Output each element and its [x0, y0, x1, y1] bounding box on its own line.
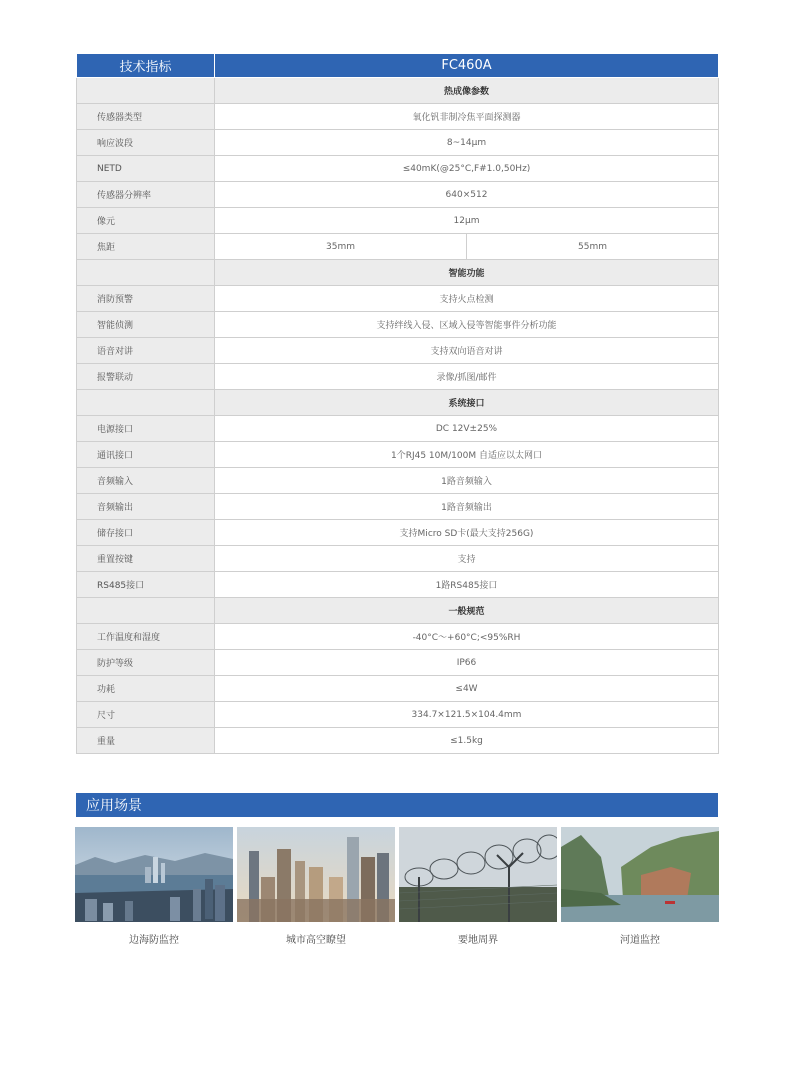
applications-title-bar: 应用场景	[76, 793, 718, 817]
row-value: 1个RJ45 10M/100M 自适应以太网口	[215, 442, 719, 468]
table-row	[77, 546, 719, 572]
table-row	[77, 130, 719, 156]
row-label: RS485接口	[77, 572, 215, 598]
row-value: 支持火点检测	[215, 286, 719, 312]
row-label: 传感器分辨率	[77, 182, 215, 208]
row-value: ≤1.5kg	[215, 728, 719, 754]
section-row	[77, 78, 719, 104]
section-row	[77, 390, 719, 416]
row-value: 12μm	[215, 208, 719, 234]
row-value: 支持	[215, 546, 719, 572]
table-row	[77, 650, 719, 676]
row-value: 氧化钒非制冷焦平面探测器	[215, 104, 719, 130]
row-label: 焦距	[77, 234, 215, 260]
scene-card	[75, 827, 233, 946]
section-row	[77, 260, 719, 286]
spec-header-row	[77, 54, 719, 78]
row-label: 报警联动	[77, 364, 215, 390]
row-label: 响应波段	[77, 130, 215, 156]
focal-length-value: 35mm	[326, 241, 355, 252]
row-value: 640×512	[215, 182, 719, 208]
scene-caption: 边海防监控	[129, 935, 179, 946]
row-label: 工作温度和湿度	[77, 624, 215, 650]
row-label: 功耗	[77, 676, 215, 702]
section-title: 智能功能	[215, 260, 719, 286]
table-row	[77, 364, 719, 390]
row-value: 1路RS485接口	[215, 572, 719, 598]
table-row	[77, 234, 719, 260]
row-value: 录像/抓图/邮件	[215, 364, 719, 390]
spec-header-model: FC460A	[215, 54, 719, 78]
row-label: 通讯接口	[77, 442, 215, 468]
row-value: 支持双向语音对讲	[215, 338, 719, 364]
row-label: 重量	[77, 728, 215, 754]
scene-card	[399, 827, 557, 946]
spec-table	[76, 53, 719, 754]
scene-image-perimeter-fence	[399, 827, 557, 922]
section-row	[77, 598, 719, 624]
row-value: 8~14μm	[215, 130, 719, 156]
row-value: IP66	[215, 650, 719, 676]
row-value: -40°C～+60°C;<95%RH	[215, 624, 719, 650]
table-row	[77, 312, 719, 338]
row-label: NETD	[77, 156, 215, 182]
row-value: 支持绊线入侵、区域入侵等智能事件分析功能	[215, 312, 719, 338]
scene-card	[561, 827, 719, 946]
row-value: DC 12V±25%	[215, 416, 719, 442]
row-label: 智能侦测	[77, 312, 215, 338]
scene-caption: 河道监控	[620, 935, 660, 946]
scene-caption: 城市高空瞭望	[286, 935, 346, 946]
row-value: 1路音频输出	[215, 494, 719, 520]
row-value: ≤40mK(@25°C,F#1.0,50Hz)	[215, 156, 719, 182]
row-label: 音频输入	[77, 468, 215, 494]
row-label: 传感器类型	[77, 104, 215, 130]
row-label: 像元	[77, 208, 215, 234]
scene-caption: 要地周界	[458, 935, 498, 946]
row-label: 尺寸	[77, 702, 215, 728]
row-value-split	[215, 234, 719, 260]
table-row	[77, 156, 719, 182]
row-value: 1路音频输入	[215, 468, 719, 494]
table-row	[77, 338, 719, 364]
scene-image-river-gorge	[561, 827, 719, 922]
focal-length-value: 55mm	[466, 234, 718, 259]
row-label: 音频输出	[77, 494, 215, 520]
table-row	[77, 442, 719, 468]
scene-image-city-skyline	[237, 827, 395, 922]
row-label: 语音对讲	[77, 338, 215, 364]
row-label: 储存接口	[77, 520, 215, 546]
table-row	[77, 572, 719, 598]
table-row	[77, 416, 719, 442]
row-label: 重置按键	[77, 546, 215, 572]
row-label: 电源接口	[77, 416, 215, 442]
table-row	[77, 494, 719, 520]
section-title: 一般规范	[215, 598, 719, 624]
table-row	[77, 624, 719, 650]
scene-card	[237, 827, 395, 946]
table-row	[77, 702, 719, 728]
scene-image-coastal-city	[75, 827, 233, 922]
row-label: 消防预警	[77, 286, 215, 312]
row-value: ≤4W	[215, 676, 719, 702]
section-title: 热成像参数	[215, 78, 719, 104]
section-title: 系统接口	[215, 390, 719, 416]
row-value: 334.7×121.5×104.4mm	[215, 702, 719, 728]
row-value: 支持Micro SD卡(最大支持256G)	[215, 520, 719, 546]
table-row	[77, 104, 719, 130]
table-row	[77, 520, 719, 546]
table-row	[77, 182, 719, 208]
row-label: 防护等级	[77, 650, 215, 676]
table-row	[77, 286, 719, 312]
table-row	[77, 208, 719, 234]
table-row	[77, 468, 719, 494]
table-row	[77, 728, 719, 754]
spec-header-label: 技术指标	[77, 54, 215, 78]
table-row	[77, 676, 719, 702]
